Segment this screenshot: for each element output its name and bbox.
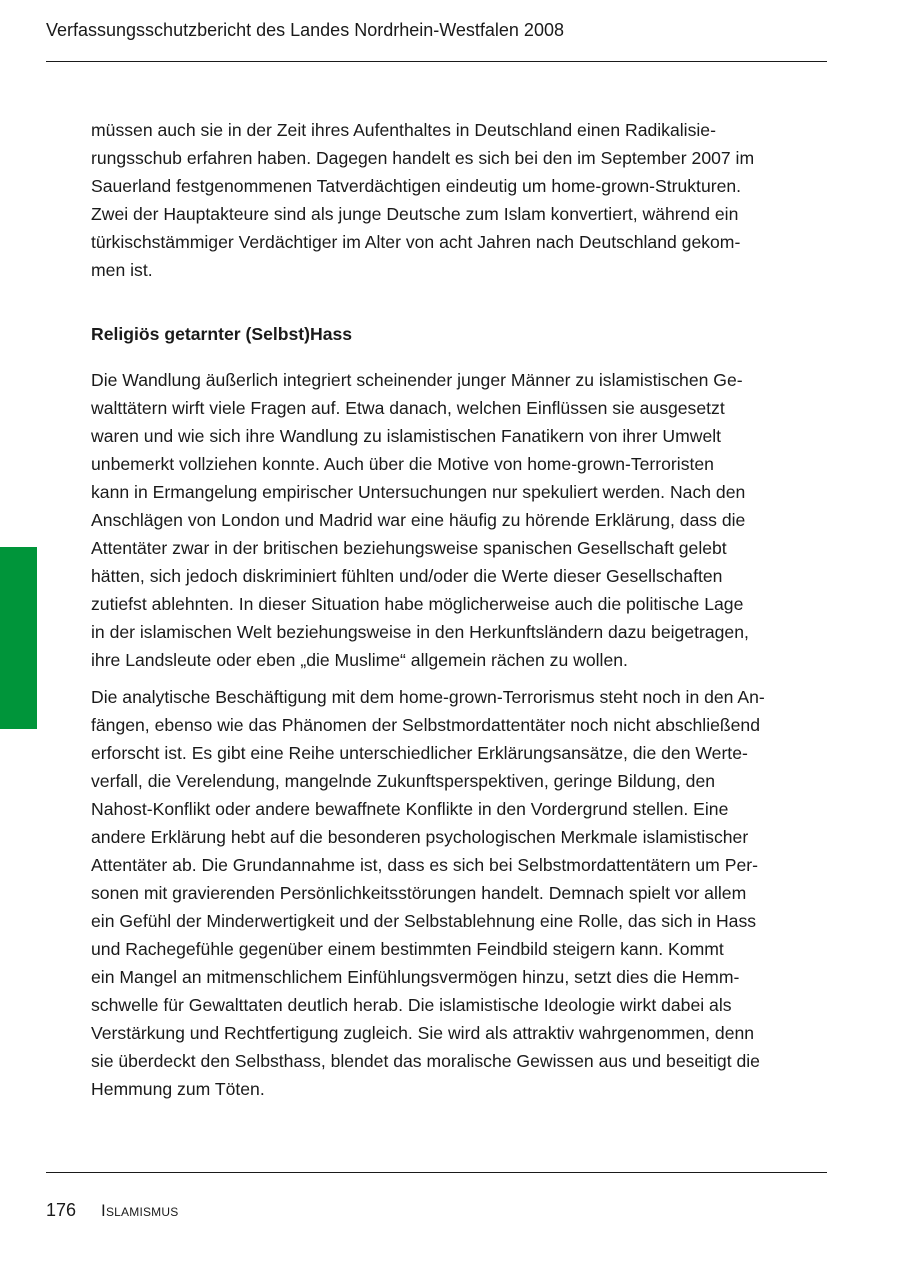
paragraph-1 bbox=[91, 116, 831, 284]
text-line: rungsschub erfahren haben. Dagegen handelt es sich bei den im September 2007 im bbox=[91, 148, 755, 168]
text-line: erforscht ist. Es gibt eine Reihe unterschiedlicher Erklärungsansätze, die den Werte- bbox=[91, 743, 748, 763]
text-line: und Rachegefühle gegenüber einem bestimmten Feindbild steigern kann. Kommt bbox=[91, 939, 724, 959]
text-line: Die Wandlung äußerlich integriert scheinender junger Männer zu islamistischen Ge- bbox=[91, 370, 743, 390]
text-line: Attentäter ab. Die Grundannahme ist, dass es sich bei Selbstmordattentätern um Per- bbox=[91, 855, 758, 875]
page-body bbox=[91, 116, 831, 1103]
text-line: waren und wie sich ihre Wandlung zu islamistischen Fanatikern von ihrer Umwelt bbox=[91, 426, 722, 446]
text-line: Hemmung zum Töten. bbox=[91, 1079, 265, 1099]
text-line: türkischstämmiger Verdächtiger im Alter von acht Jahren nach Deutschland gekom- bbox=[91, 232, 741, 252]
text-line: unbemerkt vollziehen konnte. Auch über die Motive von home-grown-Terroristen bbox=[91, 454, 714, 474]
text-line: andere Erklärung hebt auf die besonderen psychologischen Merkmale islamistischer bbox=[91, 827, 749, 847]
text-line: in der islamischen Welt beziehungsweise in den Herkunftsländern dazu beigetragen, bbox=[91, 622, 749, 642]
section-color-tab bbox=[0, 547, 37, 729]
text-line: müssen auch sie in der Zeit ihres Aufenthaltes in Deutschland einen Radikalisie- bbox=[91, 120, 716, 140]
text-line: sonen mit gravierenden Persönlichkeitsstörungen handelt. Demnach spielt vor allem bbox=[91, 883, 747, 903]
text-line: kann in Ermangelung empirischer Untersuchungen nur spekuliert werden. Nach den bbox=[91, 482, 746, 502]
text-line: zutiefst ablehnten. In dieser Situation habe möglicherweise auch die politische Lage bbox=[91, 594, 744, 614]
footer-rule bbox=[46, 1172, 827, 1173]
section-name: Islamismus bbox=[101, 1201, 179, 1220]
text-line: verfall, die Verelendung, mangelnde Zukunftsperspektiven, geringe Bildung, den bbox=[91, 771, 716, 791]
page-footer bbox=[46, 1198, 178, 1223]
text-line: ein Mangel an mitmenschlichem Einfühlungsvermögen hinzu, setzt dies die Hemm- bbox=[91, 967, 740, 987]
paragraph-3 bbox=[91, 683, 831, 1103]
text-line: Nahost-Konflikt oder andere bewaffnete Konflikte in den Vordergrund stellen. Eine bbox=[91, 799, 729, 819]
running-header: Verfassungsschutzbericht des Landes Nordrhein-Westfalen 2008 bbox=[46, 20, 564, 40]
text-line: men ist. bbox=[91, 260, 153, 280]
text-line: Attentäter zwar in der britischen beziehungsweise spanischen Gesellschaft gelebt bbox=[91, 538, 727, 558]
text-line: Die analytische Beschäftigung mit dem home-grown-Terrorismus steht noch in den An- bbox=[91, 687, 765, 707]
text-line: schwelle für Gewalttaten deutlich herab. Die islamistische Ideologie wirkt dabei als bbox=[91, 995, 732, 1015]
text-line: Verstärkung und Rechtfertigung zugleich. Sie wird als attraktiv wahrgenommen, denn bbox=[91, 1023, 755, 1043]
page-number: 176 bbox=[46, 1200, 77, 1220]
text-line: Sauerland festgenommenen Tatverdächtigen eindeutig um home-grown-Strukturen. bbox=[91, 176, 742, 196]
text-line: Anschlägen von London und Madrid war eine häufig zu hörende Erklärung, dass die bbox=[91, 510, 746, 530]
text-line: Zwei der Hauptakteure sind als junge Deutsche zum Islam konvertiert, während ein bbox=[91, 204, 739, 224]
text-line: hätten, sich jedoch diskriminiert fühlten und/oder die Werte dieser Gesellschaften bbox=[91, 566, 723, 586]
text-line: sie überdeckt den Selbsthass, blendet das moralische Gewissen aus und beseitigt die bbox=[91, 1051, 760, 1071]
text-line: ihre Landsleute oder eben „die Muslime“ allgemein rächen zu wollen. bbox=[91, 650, 628, 670]
section-heading: Religiös getarnter (Selbst)Hass bbox=[91, 324, 353, 344]
paragraph-2 bbox=[91, 366, 831, 674]
text-line: walttätern wirft viele Fragen auf. Etwa danach, welchen Einflüssen sie ausgesetzt bbox=[91, 398, 725, 418]
header-rule bbox=[46, 61, 827, 62]
text-line: ein Gefühl der Minderwertigkeit und der Selbstablehnung eine Rolle, das sich in Hass bbox=[91, 911, 757, 931]
text-line: fängen, ebenso wie das Phänomen der Selbstmordattentäter noch nicht abschließend bbox=[91, 715, 760, 735]
